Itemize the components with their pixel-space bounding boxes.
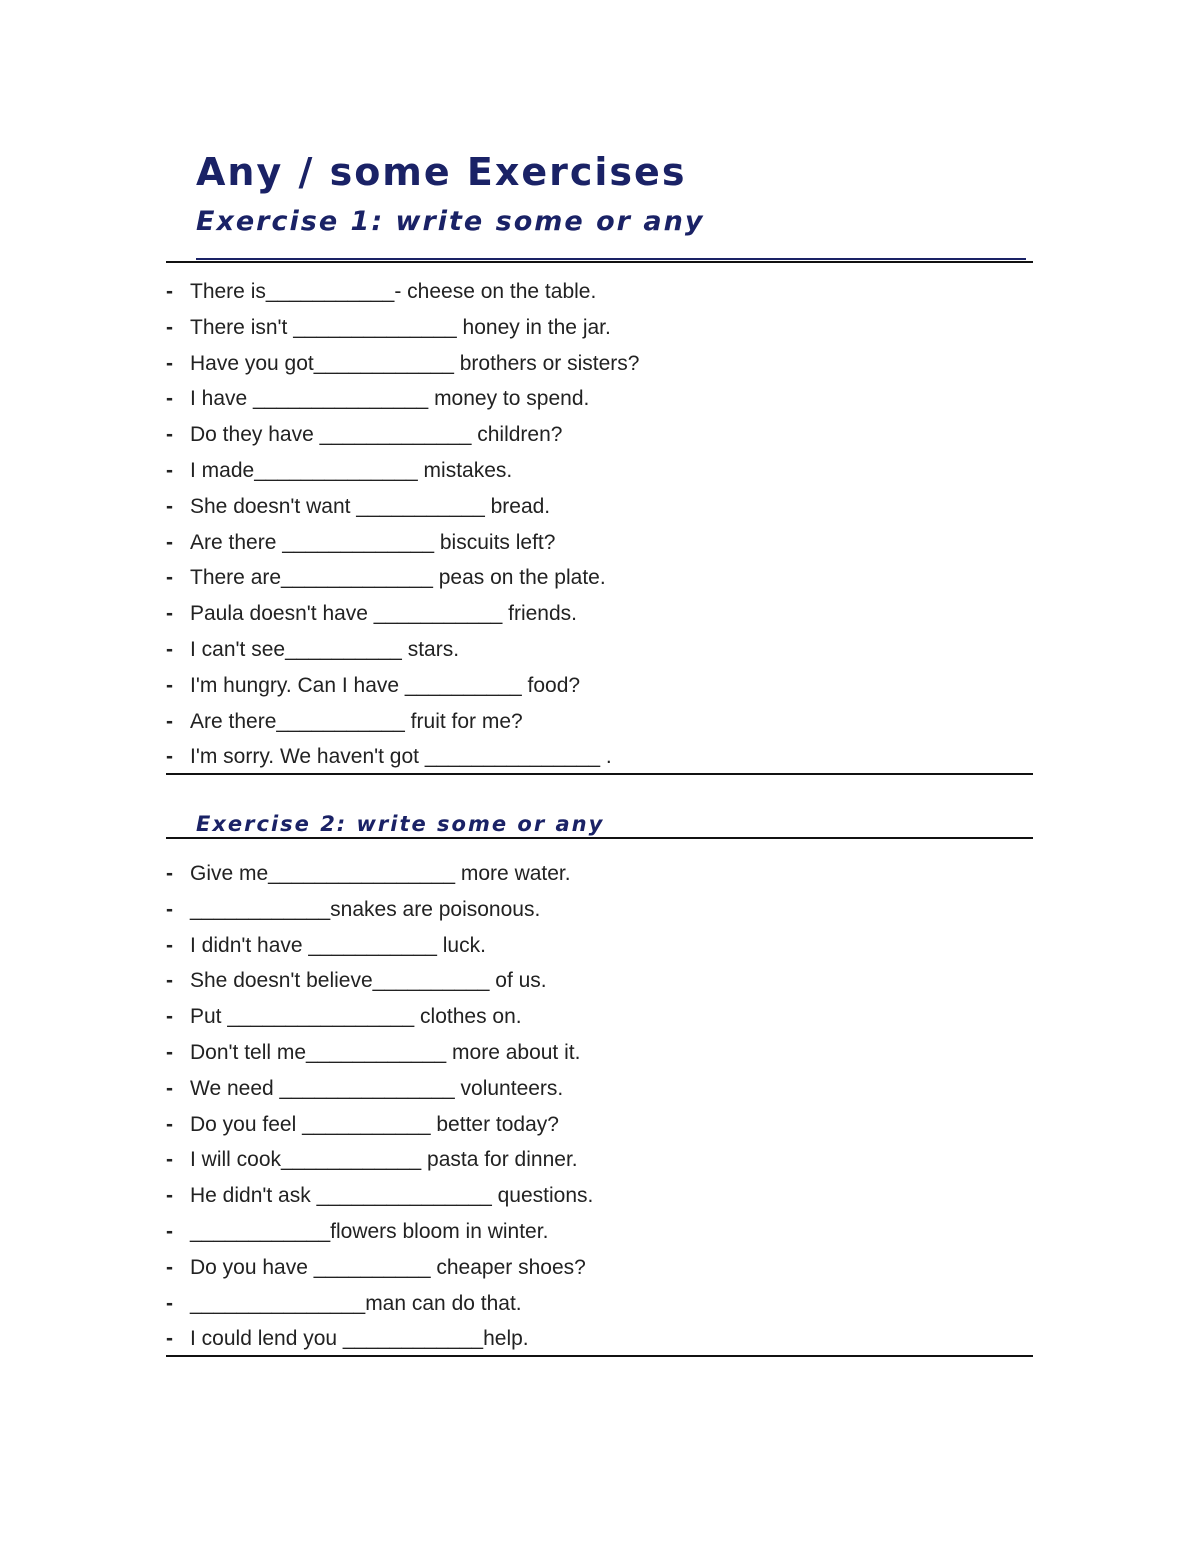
list-item: - Are there___________ fruit for me? [166,709,523,733]
list-item: - _______________man can do that. [166,1291,522,1315]
list-item: - There are_____________ peas on the plate. [166,566,606,590]
list-item: - I made______________ mistakes. [166,458,513,482]
exercise-1-list [166,274,1033,775]
divider-bottom [166,1355,1033,1357]
list-item: - I'm sorry. We haven't got _______________ . [166,745,612,769]
list-item: - Put ________________ clothes on. [166,1005,522,1029]
exercise-1-heading: Exercise 1: write some or any [196,206,705,237]
exercise-2-list [166,856,1033,1357]
list-item: - I will cook____________ pasta for dinner. [166,1148,578,1172]
list-item: - ____________snakes are poisonous. [166,897,541,921]
list-item: - ____________flowers bloom in winter. [166,1219,549,1243]
list-item: - Do you have __________ cheaper shoes? [166,1255,586,1279]
list-item: - Have you got____________ brothers or sisters? [166,351,640,375]
list-item: - Don't tell me____________ more about it. [166,1040,581,1064]
list-item: - She doesn't want ___________ bread. [166,494,551,518]
heading-underline [196,258,1026,260]
list-item: - There is___________- cheese on the table. [166,280,597,303]
list-item: - I could lend you ____________help. [166,1327,529,1351]
list-item: - I didn't have ___________ luck. [166,933,486,957]
exercise-2-heading: Exercise 2: write some or any [196,812,605,836]
divider-top [166,261,1033,263]
list-item: - Do they have _____________ children? [166,423,563,447]
list-item: - Give me________________ more water. [166,862,571,885]
list-item: - He didn't ask _______________ questions. [166,1184,594,1208]
list-item: - There isn't ______________ honey in the jar. [166,315,611,339]
divider-exercise-2 [166,837,1033,839]
list-item: - I can't see__________ stars. [166,637,460,661]
list-item: - Are there _____________ biscuits left? [166,530,556,554]
list-item: - I have _______________ money to spend. [166,387,590,411]
page-title: Any / some Exercises [196,150,687,194]
list-item: - We need _______________ volunteers. [166,1076,564,1100]
divider-middle [166,773,1033,775]
list-item: - Paula doesn't have ___________ friends. [166,602,577,626]
list-item: - I'm hungry. Can I have __________ food? [166,673,581,697]
list-item: - She doesn't believe__________ of us. [166,969,547,993]
list-item: - Do you feel ___________ better today? [166,1112,559,1136]
